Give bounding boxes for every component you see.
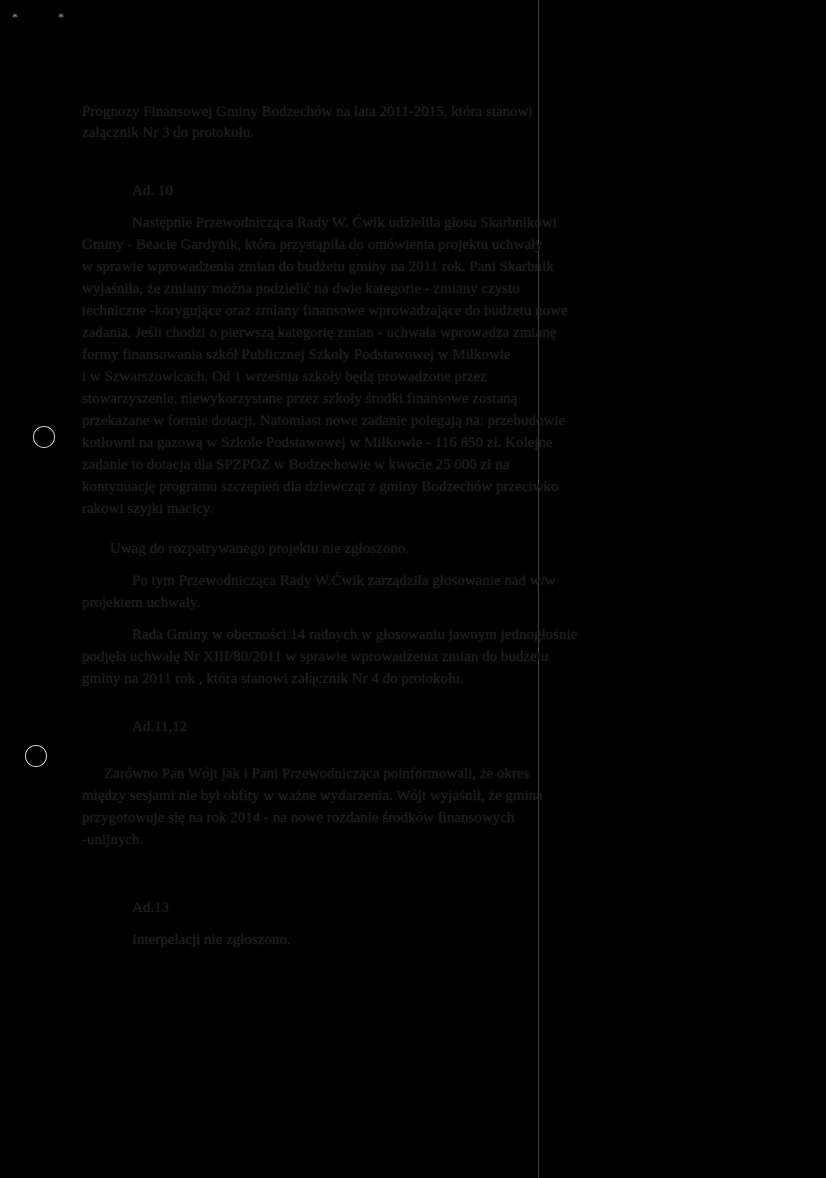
text-line: przygotowuje się na rok 2014 - na nowe rozdanie środków finansowych [82, 810, 515, 826]
scan-mark: * [58, 10, 64, 24]
text-line: Zarówno Pan Wójt jak i Pani Przewodnicząca poinformowali, że okres [104, 766, 530, 782]
text-line: podjęła uchwałę Nr XIII/80/2011 w sprawie wprowadzenia zmian do budżetu [82, 649, 549, 665]
text-line: Gminy - Beacie Gardynik, która przystąpiła do omówienia projektu uchwały [82, 237, 543, 253]
text-line: między sesjami nie był obfity w ważne wydarzenia. Wójt wyjaśnił, że gmina [82, 788, 543, 804]
text-line: kontynuację programu szczepień dla dziewcząt z gminy Bodzechów przeciwko [82, 479, 559, 495]
text-line: Po tym Przewodnicząca Rady W.Ćwik zarządziła głosowanie nad w/w [132, 573, 556, 589]
text-line: Prognozy Finansowej Gminy Bodzechów na lata 2011-2015, która stanowi [82, 104, 533, 120]
scan-mark: * [12, 10, 18, 24]
text-line: i w Szwarszowicach. Od 1 września szkoły będą prowadzone przez [82, 369, 487, 385]
section-heading: Ad.13 [132, 900, 170, 916]
text-line: zadania. Jeśli chodzi o pierwszą kategorię zmian - uchwała wprowadza zmianę [82, 325, 557, 341]
text-line: Następnie Przewodnicząca Rady W. Ćwik udzieliła głosu Skarbnikowi [132, 215, 557, 231]
text-line: rakowi szyjki macicy. [82, 501, 214, 517]
text-line: wyjaśniła, że zmiany można podzielić na dwie kategorie - zmiany czysto [82, 281, 520, 297]
text-line: w sprawie wprowadzenia zmian do budżetu gminy na 2011 rok. Pani Skarbnik [82, 259, 554, 275]
section-heading: Ad. 10 [132, 183, 173, 199]
section-heading: Ad.11,12 [132, 719, 188, 735]
text-line: kotłowni na gazową w Szkole Podstawowej w Miłkowie - 116 850 zł. Kolejne [82, 435, 553, 451]
text-line: formy finansowania szkół Publicznej Szkoły Podstawowej w Miłkowie [82, 347, 511, 363]
text-line: zadanie to dotacja dla SPZPOZ w Bodzechowie w kwocie 25 000 zł na [82, 457, 510, 473]
text-line: przekazane w formie dotacji. Natomiast nowe zadanie polegają na: przebudowie [82, 413, 566, 429]
text-line: Rada Gminy w obecności 14 radnych w głosowaniu jawnym jednogłośnie [132, 627, 578, 643]
text-line: projektem uchwały. [82, 595, 201, 611]
text-line: stowarzyszenie. niewykorzystane przez szkoły środki finansowe zostaną [82, 391, 518, 407]
text-line: techniczne -korygujące oraz zmiany finansowe wprowadzające do budżetu nowe [82, 303, 568, 319]
text-line: załącznik Nr 3 do protokołu. [82, 125, 255, 141]
text-line: -unijnych. [82, 832, 144, 848]
text-line: Interpelacji nie zgłoszono. [132, 932, 291, 948]
text-line: gminy na 2011 rok , która stanowi załącznik Nr 4 do protokołu. [82, 671, 464, 687]
text-line: Uwag do rozpatrywanego projektu nie zgłoszono. [110, 541, 410, 557]
